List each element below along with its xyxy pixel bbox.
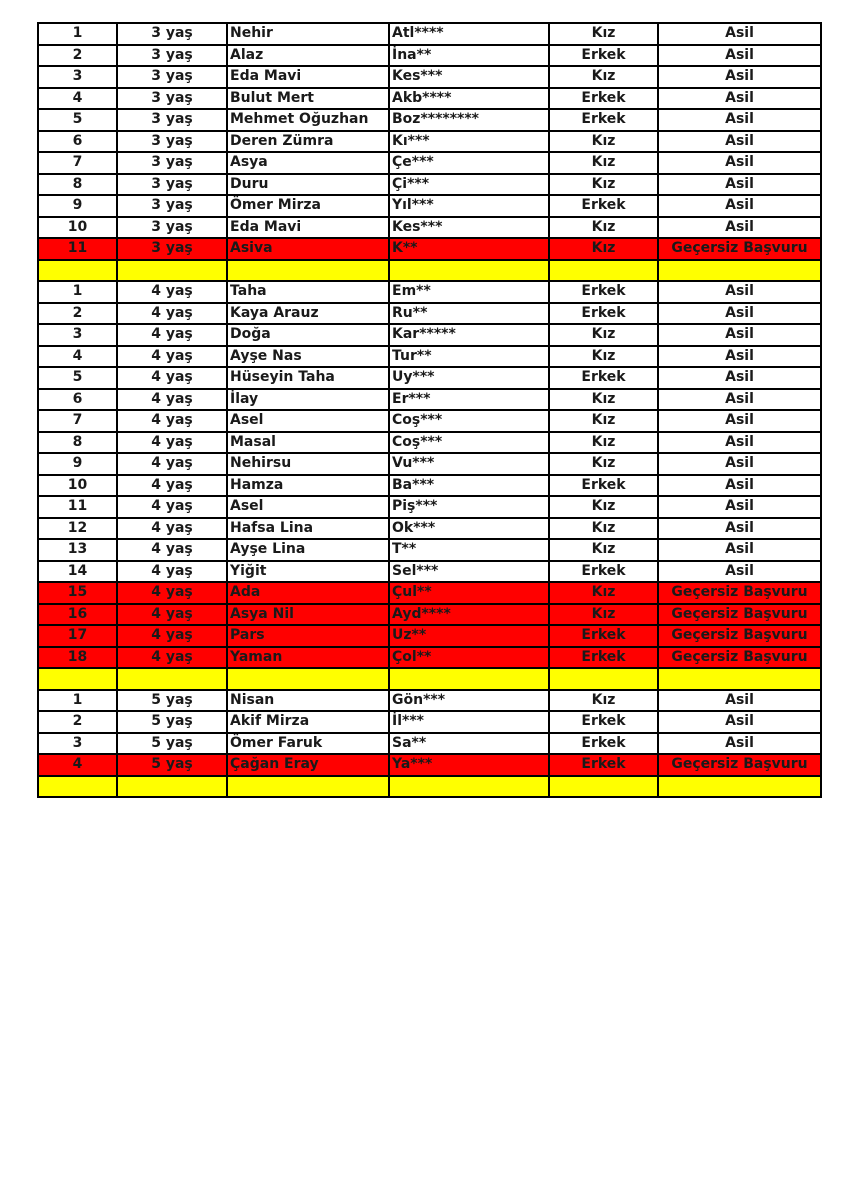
cell-number: 2 [38,45,117,67]
cell-gender: Erkek [549,281,658,303]
cell-age: 4 yaş [117,324,227,346]
cell-age: 5 yaş [117,733,227,755]
cell-status: Asil [658,66,821,88]
cell-number: 10 [38,217,117,239]
cell-number: 11 [38,238,117,260]
cell-surname: Coş*** [389,432,549,454]
table-row [38,324,821,346]
cell-surname: Ok*** [389,518,549,540]
cell-surname: Boz******** [389,109,549,131]
cell-gender: Kız [549,410,658,432]
cell-name: Alaz [227,45,389,67]
cell-name: Ada [227,582,389,604]
cell-name: Hamza [227,475,389,497]
cell-age: 3 yaş [117,195,227,217]
cell-gender: Kız [549,152,658,174]
cell-status: Asil [658,432,821,454]
cell-number: 1 [38,281,117,303]
cell-surname: Ya*** [389,754,549,776]
cell-surname: Uz** [389,625,549,647]
cell-gender: Erkek [549,754,658,776]
cell-surname: Coş*** [389,410,549,432]
cell-status: Geçersiz Başvuru [658,625,821,647]
table-row [38,281,821,303]
cell-gender: Erkek [549,475,658,497]
cell-gender [549,776,658,798]
cell-surname: Vu*** [389,453,549,475]
cell-status: Asil [658,109,821,131]
table-row-invalid [38,647,821,669]
cell-gender: Erkek [549,88,658,110]
cell-number: 11 [38,496,117,518]
cell-name: Hüseyin Taha [227,367,389,389]
cell-name: Asel [227,410,389,432]
cell-age: 3 yaş [117,88,227,110]
cell-name: Bulut Mert [227,88,389,110]
table-row [38,432,821,454]
cell-number: 7 [38,152,117,174]
cell-surname: Ayd**** [389,604,549,626]
separator-row [38,668,821,690]
cell-surname: Kar***** [389,324,549,346]
table-row [38,518,821,540]
cell-gender: Kız [549,432,658,454]
cell-name: Nehir [227,23,389,45]
cell-gender: Kız [549,66,658,88]
cell-name: Kaya Arauz [227,303,389,325]
cell-gender: Erkek [549,561,658,583]
cell-surname: K** [389,238,549,260]
cell-number: 12 [38,518,117,540]
cell-age: 4 yaş [117,453,227,475]
cell-status: Asil [658,561,821,583]
cell-name: Asya [227,152,389,174]
cell-surname: T** [389,539,549,561]
cell-number: 3 [38,733,117,755]
cell-status: Geçersiz Başvuru [658,754,821,776]
cell-status: Asil [658,45,821,67]
cell-name: Ayşe Lina [227,539,389,561]
cell-number: 8 [38,432,117,454]
cell-number: 2 [38,711,117,733]
cell-status: Asil [658,475,821,497]
table-row [38,303,821,325]
cell-surname [389,776,549,798]
table-row [38,475,821,497]
cell-number [38,260,117,282]
cell-number [38,776,117,798]
cell-age: 3 yaş [117,131,227,153]
cell-number: 1 [38,690,117,712]
cell-status: Asil [658,174,821,196]
cell-status: Asil [658,131,821,153]
cell-gender [549,668,658,690]
cell-age: 4 yaş [117,346,227,368]
cell-name: Mehmet Oğuzhan [227,109,389,131]
cell-number: 17 [38,625,117,647]
cell-gender: Erkek [549,109,658,131]
cell-age [117,668,227,690]
cell-gender: Kız [549,174,658,196]
table-row [38,88,821,110]
table-row [38,453,821,475]
cell-number: 1 [38,23,117,45]
cell-age: 4 yaş [117,303,227,325]
cell-number: 6 [38,131,117,153]
table-row-invalid [38,754,821,776]
cell-status: Asil [658,23,821,45]
cell-surname: Uy*** [389,367,549,389]
separator-row [38,260,821,282]
cell-surname: Ru** [389,303,549,325]
cell-number: 2 [38,303,117,325]
cell-gender: Kız [549,539,658,561]
cell-gender: Kız [549,453,658,475]
cell-name: Hafsa Lina [227,518,389,540]
cell-age: 4 yaş [117,367,227,389]
cell-gender: Erkek [549,711,658,733]
cell-status: Asil [658,324,821,346]
table-row-invalid [38,625,821,647]
cell-age [117,260,227,282]
cell-age: 4 yaş [117,432,227,454]
cell-gender: Erkek [549,303,658,325]
table-row [38,711,821,733]
cell-number: 5 [38,109,117,131]
cell-number: 13 [38,539,117,561]
table-row [38,66,821,88]
cell-gender: Kız [549,518,658,540]
table-row [38,174,821,196]
cell-status: Asil [658,711,821,733]
cell-surname: Tur** [389,346,549,368]
table-row [38,496,821,518]
cell-surname: Çi*** [389,174,549,196]
cell-surname: Çul** [389,582,549,604]
cell-gender: Erkek [549,195,658,217]
cell-status: Asil [658,346,821,368]
cell-surname: Gön*** [389,690,549,712]
cell-age: 4 yaş [117,410,227,432]
cell-name: Ömer Faruk [227,733,389,755]
cell-status [658,260,821,282]
cell-name: İlay [227,389,389,411]
table-row [38,346,821,368]
cell-surname: Akb**** [389,88,549,110]
cell-gender: Kız [549,389,658,411]
cell-name: Asya Nil [227,604,389,626]
cell-gender: Kız [549,238,658,260]
cell-surname: Sel*** [389,561,549,583]
table-row [38,733,821,755]
cell-number: 6 [38,389,117,411]
cell-gender [549,260,658,282]
cell-age: 4 yaş [117,604,227,626]
cell-name: Yiğit [227,561,389,583]
cell-number: 15 [38,582,117,604]
cell-name: Duru [227,174,389,196]
cell-gender: Kız [549,346,658,368]
cell-gender: Kız [549,217,658,239]
cell-age: 4 yaş [117,582,227,604]
cell-surname [389,260,549,282]
table-row [38,45,821,67]
cell-number: 8 [38,174,117,196]
table-row-invalid [38,604,821,626]
cell-number: 4 [38,346,117,368]
cell-status: Asil [658,281,821,303]
cell-surname: Çol** [389,647,549,669]
cell-surname: Kes*** [389,66,549,88]
cell-name: Nehirsu [227,453,389,475]
cell-name [227,260,389,282]
cell-surname: Piş*** [389,496,549,518]
cell-age: 4 yaş [117,647,227,669]
cell-name: Ayşe Nas [227,346,389,368]
cell-gender: Erkek [549,733,658,755]
cell-status: Asil [658,733,821,755]
cell-name [227,776,389,798]
cell-status: Asil [658,195,821,217]
cell-gender: Kız [549,604,658,626]
cell-gender: Kız [549,131,658,153]
cell-age [117,776,227,798]
cell-status: Asil [658,518,821,540]
cell-gender: Kız [549,324,658,346]
cell-status: Geçersiz Başvuru [658,604,821,626]
cell-gender: Kız [549,582,658,604]
cell-age: 4 yaş [117,281,227,303]
cell-surname: Ba*** [389,475,549,497]
cell-name [227,668,389,690]
cell-status [658,668,821,690]
registration-table [37,22,822,798]
table-row [38,539,821,561]
cell-number: 16 [38,604,117,626]
cell-status: Asil [658,88,821,110]
cell-number: 3 [38,324,117,346]
cell-number: 5 [38,367,117,389]
table-row [38,131,821,153]
cell-name: Asel [227,496,389,518]
cell-number [38,668,117,690]
table-row [38,367,821,389]
table-row [38,561,821,583]
cell-number: 9 [38,453,117,475]
cell-status: Geçersiz Başvuru [658,582,821,604]
cell-name: Pars [227,625,389,647]
cell-age: 3 yaş [117,45,227,67]
cell-surname: Çe*** [389,152,549,174]
cell-status: Asil [658,410,821,432]
cell-status: Geçersiz Başvuru [658,647,821,669]
cell-name: Çağan Eray [227,754,389,776]
table-row [38,109,821,131]
cell-age: 5 yaş [117,690,227,712]
cell-age: 4 yaş [117,518,227,540]
table-row [38,195,821,217]
cell-surname: Yıl*** [389,195,549,217]
cell-name: Deren Zümra [227,131,389,153]
cell-surname: Atl**** [389,23,549,45]
cell-surname: Kes*** [389,217,549,239]
cell-age: 4 yaş [117,625,227,647]
cell-status [658,776,821,798]
cell-number: 9 [38,195,117,217]
cell-number: 3 [38,66,117,88]
cell-status: Asil [658,152,821,174]
cell-surname: İl*** [389,711,549,733]
cell-number: 4 [38,754,117,776]
cell-age: 3 yaş [117,217,227,239]
cell-gender: Erkek [549,647,658,669]
separator-row [38,776,821,798]
cell-name: Doğa [227,324,389,346]
cell-surname: Em** [389,281,549,303]
cell-age: 3 yaş [117,109,227,131]
cell-surname [389,668,549,690]
cell-name: Akif Mirza [227,711,389,733]
table-row [38,152,821,174]
cell-age: 4 yaş [117,475,227,497]
table-row [38,23,821,45]
cell-status: Asil [658,453,821,475]
cell-status: Asil [658,303,821,325]
cell-status: Geçersiz Başvuru [658,238,821,260]
cell-status: Asil [658,496,821,518]
cell-surname: Sa** [389,733,549,755]
cell-gender: Erkek [549,45,658,67]
cell-number: 7 [38,410,117,432]
table-row [38,389,821,411]
cell-gender: Erkek [549,625,658,647]
cell-surname: Er*** [389,389,549,411]
cell-name: Asiva [227,238,389,260]
cell-age: 5 yaş [117,711,227,733]
cell-age: 3 yaş [117,152,227,174]
cell-gender: Kız [549,496,658,518]
cell-age: 3 yaş [117,238,227,260]
cell-name: Masal [227,432,389,454]
table-row-invalid [38,238,821,260]
cell-status: Asil [658,217,821,239]
cell-age: 4 yaş [117,539,227,561]
cell-status: Asil [658,389,821,411]
cell-gender: Erkek [549,367,658,389]
cell-gender: Kız [549,690,658,712]
cell-gender: Kız [549,23,658,45]
cell-status: Asil [658,539,821,561]
cell-name: Ömer Mirza [227,195,389,217]
table-row [38,690,821,712]
cell-status: Asil [658,690,821,712]
table-row [38,217,821,239]
cell-number: 14 [38,561,117,583]
cell-surname: Kı*** [389,131,549,153]
cell-age: 3 yaş [117,23,227,45]
cell-age: 5 yaş [117,754,227,776]
cell-number: 10 [38,475,117,497]
cell-name: Yaman [227,647,389,669]
table-body [38,23,821,797]
cell-age: 3 yaş [117,66,227,88]
cell-number: 4 [38,88,117,110]
cell-name: Taha [227,281,389,303]
table-row-invalid [38,582,821,604]
cell-status: Asil [658,367,821,389]
cell-age: 4 yaş [117,389,227,411]
cell-age: 4 yaş [117,561,227,583]
cell-age: 3 yaş [117,174,227,196]
cell-age: 4 yaş [117,496,227,518]
cell-name: Eda Mavi [227,217,389,239]
table-row [38,410,821,432]
cell-surname: İna** [389,45,549,67]
cell-name: Nisan [227,690,389,712]
cell-name: Eda Mavi [227,66,389,88]
cell-number: 18 [38,647,117,669]
